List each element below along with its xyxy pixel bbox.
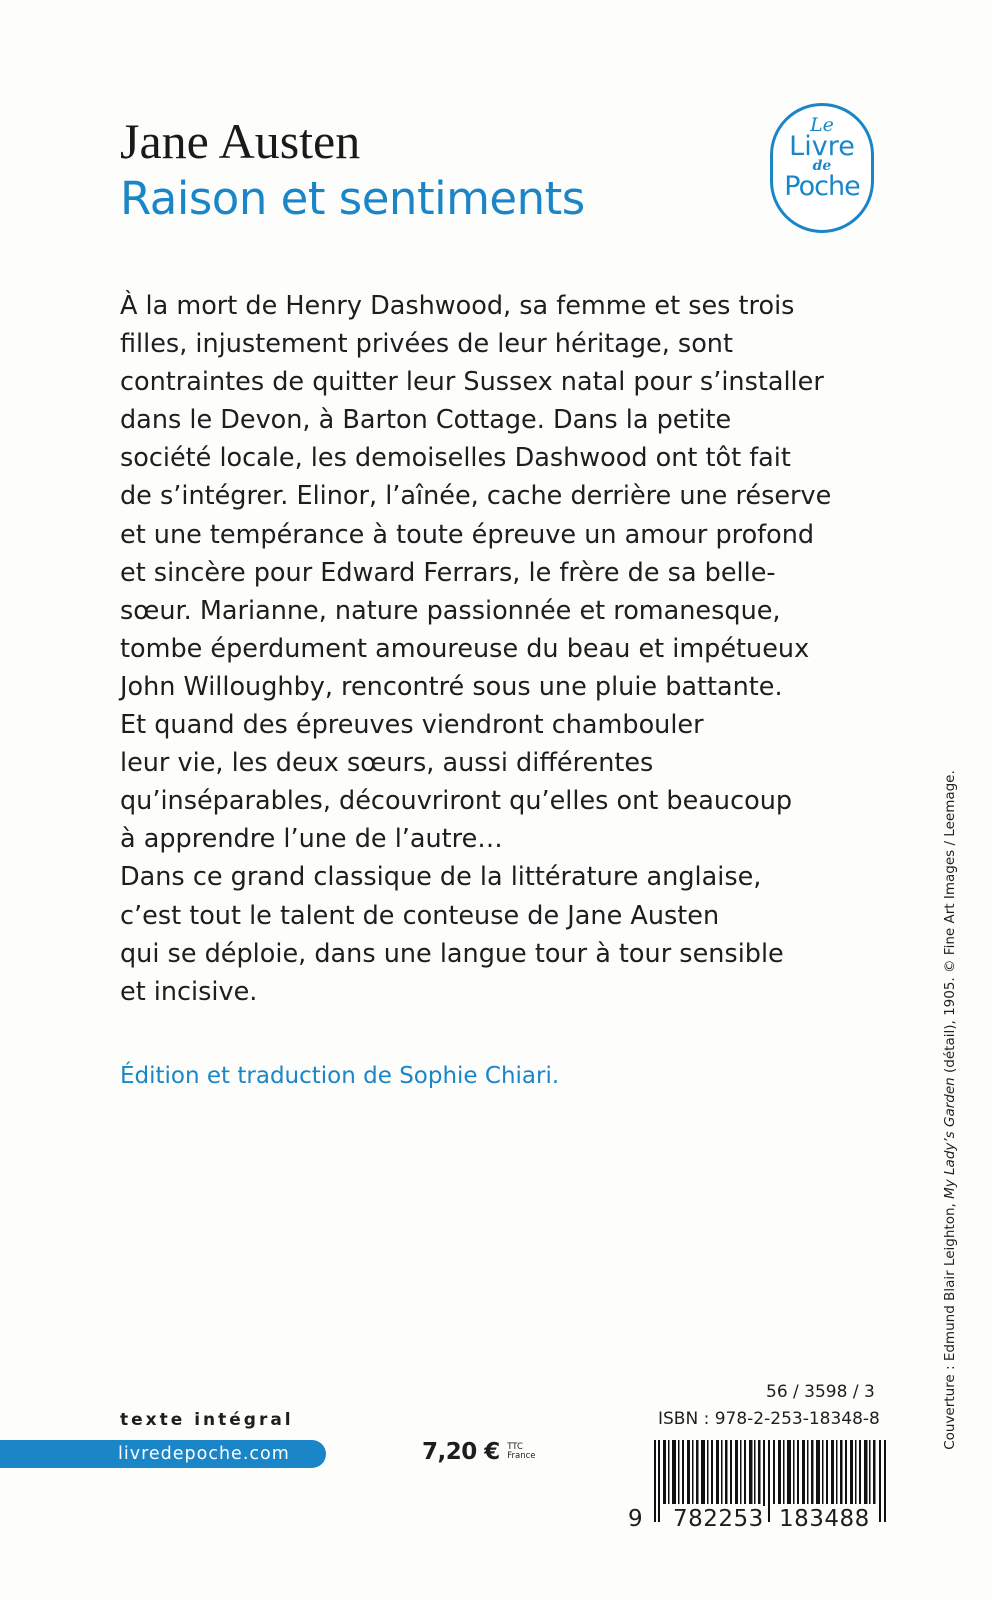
- summary-line: À la mort de Henry Dashwood, sa femme et ses trois: [120, 291, 795, 321]
- price-country: France: [507, 1451, 536, 1461]
- summary-line: qui se déploie, dans une langue tour à tour sensible: [120, 938, 784, 969]
- cover-credit: [942, 770, 958, 1450]
- summary-line: à apprendre l’une de l’autre…: [120, 824, 503, 855]
- summary-line: et sincère pour Edward Ferrars, le frère de sa belle-: [120, 557, 776, 588]
- summary-line: tombe éperdument amoureuse du beau et impétueux: [120, 633, 810, 664]
- summary-line: et une tempérance à toute épreuve un amour profond: [120, 519, 815, 550]
- le-livre-de-poche-logo: [770, 103, 874, 233]
- summary-line: sœur. Marianne, nature passionnée et romanesque,: [120, 595, 781, 626]
- price-tag: [422, 1439, 535, 1465]
- price-tax-note: [507, 1443, 535, 1461]
- summary-line: leur vie, les deux sœurs, aussi différentes: [120, 748, 654, 779]
- credit-suffix: (détail), 1905. © Fine Art Images / Leemage.: [942, 770, 958, 1078]
- price-ttc: TTC: [507, 1442, 523, 1452]
- summary-line: contraintes de quitter leur Sussex natal pour s’installer: [120, 367, 824, 398]
- barcode-digits-group1: 782253: [673, 1506, 764, 1532]
- logo-le: Le: [810, 114, 834, 136]
- logo-livre: Livre: [789, 131, 855, 162]
- summary-line: de s’intégrer. Elinor, l’aînée, cache derrière une réserve: [120, 481, 832, 512]
- isbn: ISBN : 978-2-253-18348-8: [658, 1409, 880, 1429]
- summary-line: John Willoughby, rencontré sous une pluie battante.: [120, 671, 783, 702]
- summary-line: dans le Devon, à Barton Cottage. Dans la petite: [120, 405, 732, 436]
- credit-work-title: My Lady’s Garden: [942, 1077, 958, 1199]
- back-cover-summary: [120, 287, 880, 1011]
- summary-line: Dans ce grand classique de la littérature anglaise,: [120, 862, 762, 893]
- price-amount: 7,20 €: [422, 1439, 500, 1465]
- logo-poche: Poche: [784, 171, 860, 202]
- edition-credit: Édition et traduction de Sophie Chiari.: [120, 1063, 560, 1089]
- barcode-digits-group2: 183488: [779, 1506, 870, 1532]
- texte-integral-label: texte intégral: [120, 1410, 294, 1430]
- summary-line: filles, injustement privées de leur héritage, sont: [120, 329, 733, 360]
- catalog-code: 56 / 3598 / 3: [766, 1382, 875, 1402]
- summary-line: et incisive.: [120, 976, 258, 1007]
- summary-line: qu’inséparables, découvriront qu’elles ont beaucoup: [120, 786, 793, 817]
- logo-de: de: [812, 158, 832, 174]
- summary-line: c’est tout le talent de conteuse de Jane Austen: [120, 900, 720, 931]
- summary-line: société locale, les demoiselles Dashwood ont tôt fait: [120, 443, 791, 474]
- website-link[interactable]: livredepoche.com: [0, 1440, 326, 1468]
- author-name: Jane Austen: [120, 113, 361, 169]
- book-title: Raison et sentiments: [120, 172, 585, 225]
- barcode-digit-first: 9: [628, 1506, 644, 1532]
- summary-line: Et quand des épreuves viendront chambouler: [120, 710, 704, 741]
- credit-prefix: Couverture : Edmund Blair Leighton,: [942, 1198, 958, 1450]
